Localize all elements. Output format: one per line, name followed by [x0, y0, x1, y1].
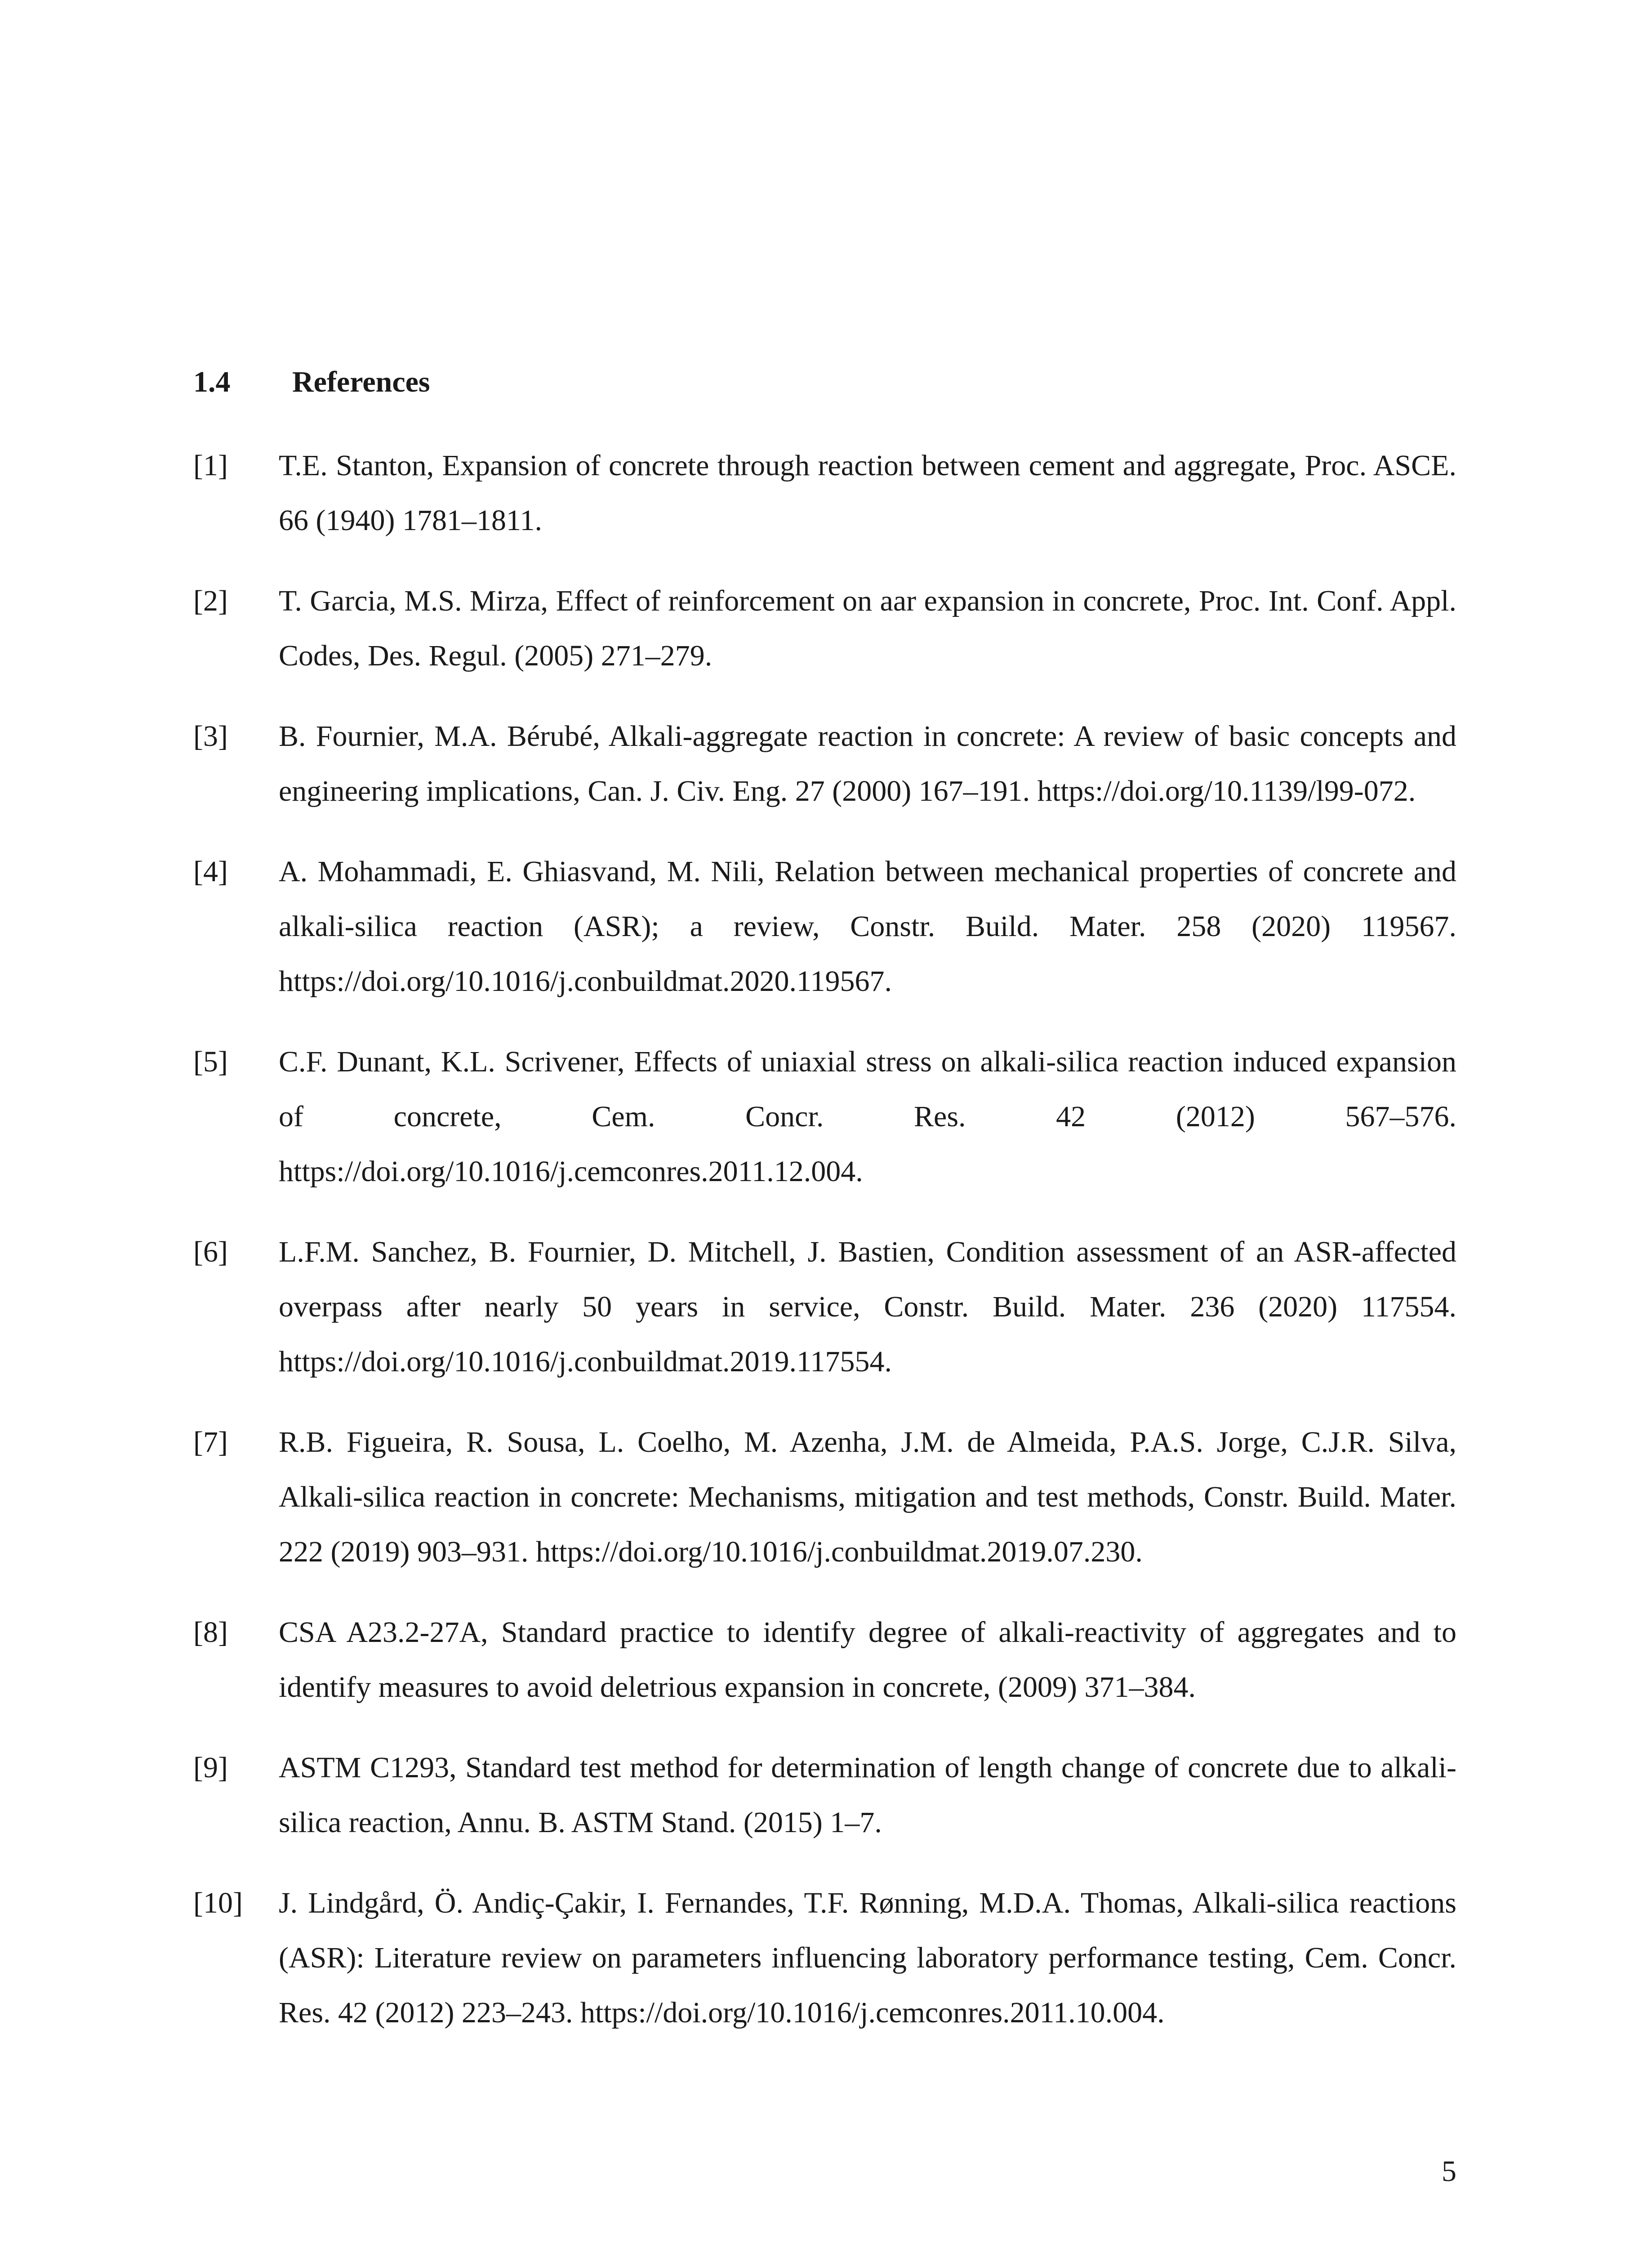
reference-item [193, 709, 1456, 819]
reference-label: [5] [193, 1045, 228, 1078]
reference-text: A. Mohammadi, E. Ghiasvand, M. Nili, Relation between mechanical properties of concrete and alkali-silica reaction (ASR); a review, Constr. Build. Mater. 258 (2020) 119567. https://doi.org/10.1016/j.conbuildmat.2020.119567. [279, 855, 1456, 998]
reference-text: T.E. Stanton, Expansion of concrete through reaction between cement and aggregate, Proc. ASCE. 66 (1940) 1781–1811. [279, 449, 1456, 537]
reference-item [193, 1035, 1456, 1199]
reference-label: [8] [193, 1616, 228, 1649]
reference-item [193, 1876, 1456, 2040]
section-heading [193, 364, 430, 400]
reference-text: ASTM C1293, Standard test method for determination of length change of concrete due to alkali-silica reaction, Annu. B. ASTM Stand. (2015) 1–7. [279, 1751, 1456, 1839]
reference-text: R.B. Figueira, R. Sousa, L. Coelho, M. Azenha, J.M. de Almeida, P.A.S. Jorge, C.J.R. Silva, Alkali-silica reaction in concrete: Mechanisms, mitigation and test methods, Constr. Build. Mater. 222 (2019) 903–931. https://doi.org/10.1016/j.conbuildmat.2019.07.230. [279, 1426, 1456, 1568]
reference-label: [10] [193, 1887, 243, 1919]
reference-text: B. Fournier, M.A. Bérubé, Alkali-aggregate reaction in concrete: A review of basic concepts and engineering implications, Can. J. Civ. Eng. 27 (2000) 167–191. https://doi.org/10.1139/l99-072. [279, 720, 1456, 807]
reference-item [193, 1225, 1456, 1389]
reference-text: T. Garcia, M.S. Mirza, Effect of reinforcement on aar expansion in concrete, Proc. Int. Conf. Appl. Codes, Des. Regul. (2005) 271–279. [279, 584, 1456, 672]
reference-text: L.F.M. Sanchez, B. Fournier, D. Mitchell, J. Bastien, Condition assessment of an ASR-affected overpass after nearly 50 years in service, Constr. Build. Mater. 236 (2020) 117554. https://doi.org/10.1016/j.conbuildmat.2019.117554. [279, 1236, 1456, 1378]
reference-item [193, 1415, 1456, 1579]
reference-item [193, 844, 1456, 1009]
section-number: 1.4 [193, 366, 231, 398]
section-title: References [292, 366, 430, 398]
reference-list [193, 438, 1456, 2066]
reference-text: CSA A23.2-27A, Standard practice to identify degree of alkali-reactivity of aggregates and to identify measures to avoid deletrious expansion in concrete, (2009) 371–384. [279, 1616, 1456, 1704]
reference-text: C.F. Dunant, K.L. Scrivener, Effects of uniaxial stress on alkali-silica reaction induced expansion of concrete, Cem. Concr. Res. 42 (2012) 567–576. https://doi.org/10.1016/j.cemconres.2011.12.004. [279, 1045, 1456, 1188]
reference-item [193, 1605, 1456, 1715]
reference-label: [3] [193, 720, 228, 753]
reference-text: J. Lindgård, Ö. Andiç-Çakir, I. Fernandes, T.F. Rønning, M.D.A. Thomas, Alkali-silica reactions (ASR): Literature review on parameters influencing laboratory performance testing, Cem. Concr. Res. 42 (2012) 223–243. https://doi.org/10.1016/j.cemconres.2011.10.004. [279, 1887, 1456, 2029]
page-number: 5 [1442, 2155, 1456, 2188]
reference-item [193, 438, 1456, 548]
reference-label: [6] [193, 1236, 228, 1268]
reference-label: [1] [193, 449, 228, 482]
reference-label: [9] [193, 1751, 228, 1784]
reference-label: [2] [193, 584, 228, 617]
reference-item [193, 1740, 1456, 1850]
reference-label: [4] [193, 855, 228, 888]
reference-label: [7] [193, 1426, 228, 1459]
reference-item [193, 574, 1456, 683]
